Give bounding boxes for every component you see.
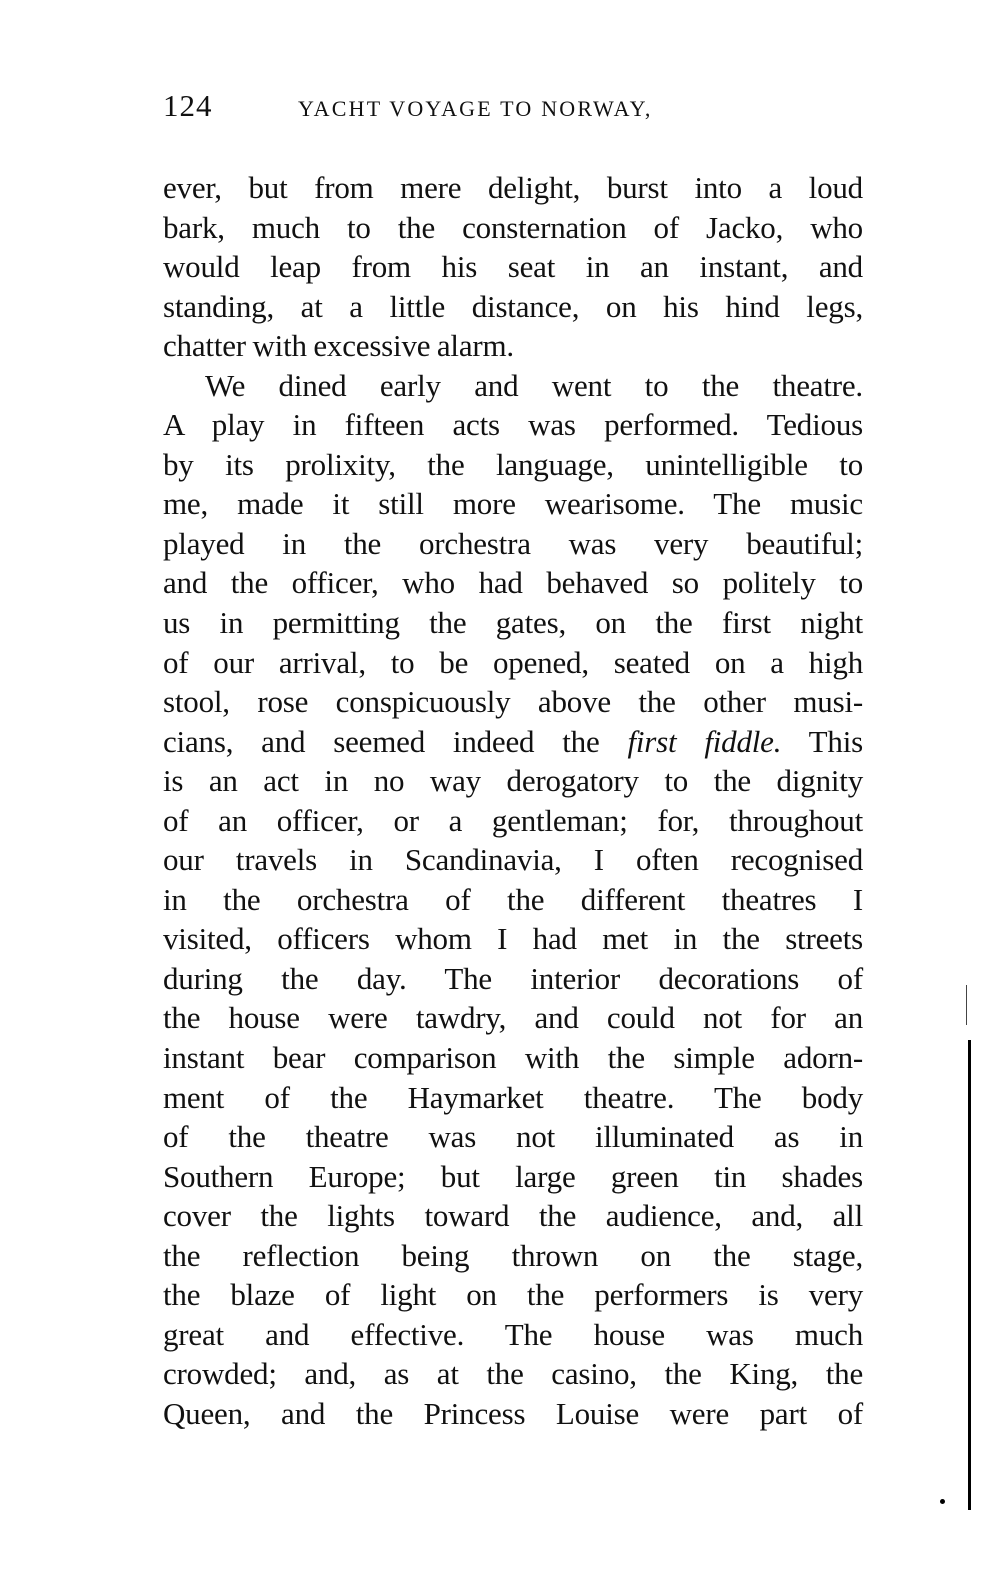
text-line: during the day. The interior decorations of (163, 960, 863, 996)
text-line: by its prolixity, the language, unintelligible to (163, 446, 863, 482)
text-line: bark, much to the consternation of Jacko, who (163, 209, 863, 245)
scan-edge-mark (966, 985, 967, 1025)
text-line: We dined early and went to the theatre. (205, 367, 863, 403)
running-title: YACHT VOYAGE TO NORWAY, (298, 96, 653, 121)
text-line: ment of the Haymarket theatre. The body (163, 1079, 863, 1115)
page-header (163, 88, 863, 128)
text-line: Southern Europe; but large green tin shades (163, 1158, 863, 1194)
page-number: 124 (163, 88, 213, 123)
text-line: crowded; and, as at the casino, the King, the (163, 1356, 863, 1392)
text-line: is an act in no way derogatory to the dignity (163, 763, 863, 799)
scan-edge-mark (968, 1040, 971, 1510)
text-line: of the theatre was not illuminated as in (163, 1119, 863, 1155)
text-line: the blaze of light on the performers is very (163, 1277, 863, 1313)
text-line: played in the orchestra was very beautiful; (163, 525, 863, 561)
text-line: cover the lights toward the audience, and, all (163, 1198, 863, 1234)
text-line: standing, at a little distance, on his hind legs, (163, 288, 863, 324)
text-line: great and effective. The house was much (163, 1316, 863, 1352)
text-line-mixed (163, 722, 863, 762)
text-segment: This (808, 723, 863, 759)
text-line: chatter with excessive alarm. (163, 328, 514, 364)
text-line: and the officer, who had behaved so politely to (163, 565, 863, 601)
text-line: me, made it still more wearisome. The music (163, 486, 863, 522)
text-line: A play in fifteen acts was performed. Tedious (163, 407, 863, 443)
text-line: visited, officers whom I had met in the streets (163, 921, 863, 957)
text-line: us in permitting the gates, on the first night (163, 605, 863, 641)
body-text (163, 168, 863, 1434)
text-line: would leap from his seat in an instant, and (163, 249, 863, 285)
scan-speck (940, 1499, 945, 1504)
text-line: of an officer, or a gentleman; for, throughout (163, 802, 863, 838)
text-line: in the orchestra of the different theatres I (163, 881, 863, 917)
text-line: Queen, and the Princess Louise were part of (163, 1395, 863, 1431)
text-segment: cians, and seemed indeed the (163, 723, 600, 759)
text-line: stool, rose conspicuously above the other musi- (163, 684, 863, 720)
text-line: of our arrival, to be opened, seated on a high (163, 644, 863, 680)
text-line: ever, but from mere delight, burst into a loud (163, 170, 863, 205)
text-line: our travels in Scandinavia, I often recognised (163, 842, 863, 878)
text-line: the reflection being thrown on the stage, (163, 1237, 863, 1273)
text-line: the house were tawdry, and could not for an (163, 1000, 863, 1036)
text-line: instant bear comparison with the simple adorn- (163, 1040, 863, 1076)
italic-phrase: first fiddle. (627, 723, 782, 759)
